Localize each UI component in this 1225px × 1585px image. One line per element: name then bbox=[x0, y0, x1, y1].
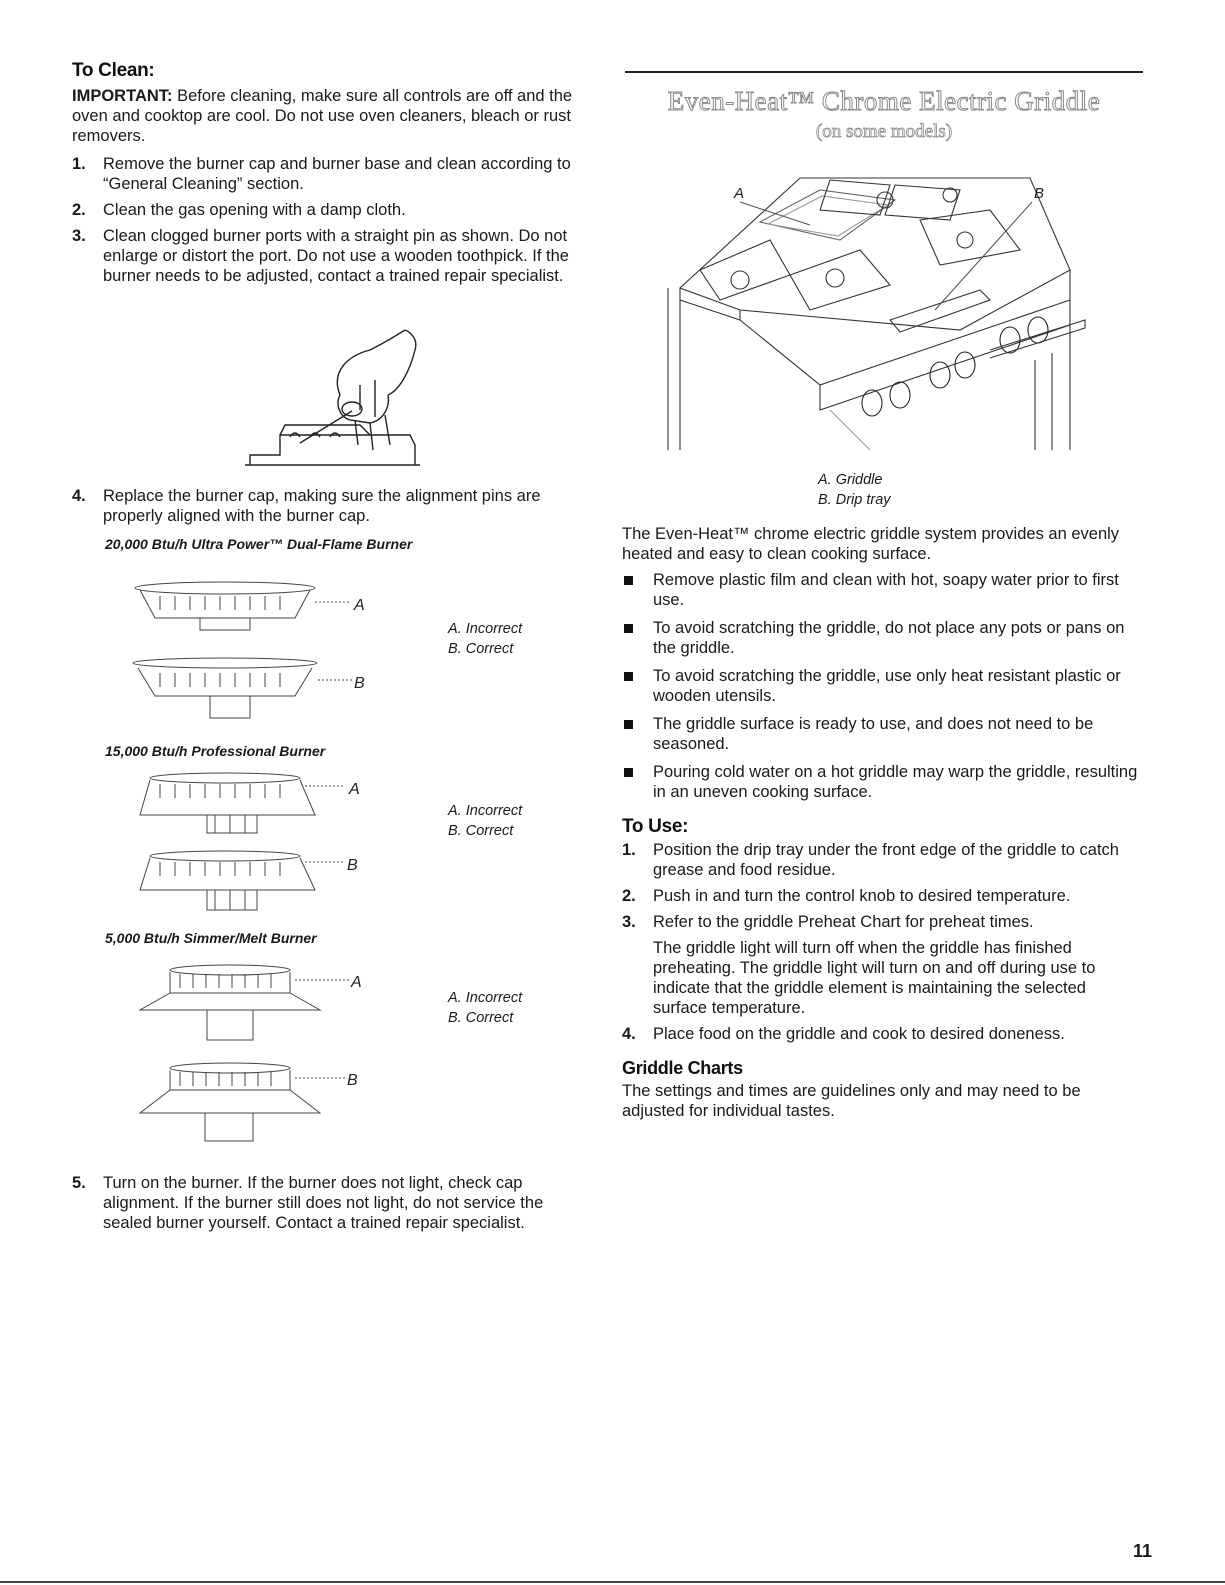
caption-a: A. Incorrect bbox=[448, 803, 523, 819]
griddle-bullets bbox=[622, 570, 1142, 802]
pin-cleaning-illustration bbox=[240, 325, 440, 470]
cleaning-section bbox=[72, 60, 592, 286]
important-note bbox=[72, 86, 592, 146]
label-a: A bbox=[349, 781, 360, 798]
step-text: Remove the burner cap and burner base and clean according to “General Cleaning” section. bbox=[103, 155, 571, 193]
range-griddle-illustration bbox=[660, 170, 1090, 455]
figure-label-b: B bbox=[1034, 185, 1045, 202]
burner-title: 5,000 Btu/h Simmer/Melt Burner bbox=[105, 930, 317, 946]
list-item bbox=[72, 1173, 592, 1233]
figure-label-a: A bbox=[734, 185, 745, 202]
step-number: 2. bbox=[622, 887, 636, 905]
step-number: 5. bbox=[72, 1174, 86, 1192]
cleaning-step-5 bbox=[72, 1173, 592, 1233]
griddle-caption-a: A. Griddle bbox=[818, 472, 883, 488]
label-b: B bbox=[347, 857, 358, 874]
step-number: 2. bbox=[72, 201, 86, 219]
bullet-text: To avoid scratching the griddle, use only heat resistant plastic or wooden utensils. bbox=[653, 667, 1121, 705]
simmer-melt-burner-diagram bbox=[135, 958, 375, 1148]
dual-flame-burner-diagram bbox=[130, 578, 380, 728]
bullet-square-icon bbox=[624, 624, 633, 633]
step-number: 3. bbox=[622, 913, 636, 931]
list-item bbox=[72, 200, 592, 220]
page-number: 11 bbox=[1132, 1541, 1152, 1561]
bullet-square-icon bbox=[624, 576, 633, 585]
step-5-block bbox=[72, 1173, 592, 1233]
bullet-text: To avoid scratching the griddle, do not place any pots or pans on the griddle. bbox=[653, 619, 1125, 657]
caption-a: A. Incorrect bbox=[448, 990, 523, 1006]
preheat-note: The griddle light will turn off when the griddle has finished preheating. The griddle light will turn on and off during use to indicate that the griddle element is maintaining the selected surface temperature. bbox=[653, 939, 1096, 1017]
list-item bbox=[72, 226, 592, 286]
griddle-caption-b: B. Drip tray bbox=[818, 492, 891, 508]
list-item bbox=[622, 714, 1142, 754]
cleaning-steps-1-3 bbox=[72, 154, 592, 286]
burner-title: 15,000 Btu/h Professional Burner bbox=[105, 743, 326, 759]
step-text: Refer to the griddle Preheat Chart for preheat times. bbox=[653, 913, 1034, 931]
step-number: 1. bbox=[622, 841, 636, 859]
griddle-subtitle: (on some models) bbox=[815, 121, 953, 142]
list-item bbox=[72, 486, 592, 526]
professional-burner-diagram bbox=[135, 770, 375, 915]
label-b: B bbox=[354, 675, 365, 692]
step-text: Place food on the griddle and cook to desired doneness. bbox=[653, 1025, 1065, 1043]
label-a: A bbox=[351, 974, 362, 991]
griddle-body bbox=[622, 524, 1142, 1121]
step-number: 4. bbox=[622, 1025, 636, 1043]
griddle-title: Even-Heat™ Chrome Electric Griddle bbox=[667, 86, 1101, 116]
important-text: Before cleaning, make sure all controls are off and the oven and cooktop are cool. Do not use oven cleaners, bleach or rust removers. bbox=[72, 87, 573, 145]
bottom-rule bbox=[0, 1581, 1225, 1583]
list-item bbox=[622, 840, 1142, 880]
to-use-heading: To Use: bbox=[622, 816, 689, 837]
list-item bbox=[72, 154, 592, 194]
step-text: Clean the gas opening with a damp cloth. bbox=[103, 201, 406, 219]
bullet-square-icon bbox=[624, 768, 633, 777]
bullet-square-icon bbox=[624, 672, 633, 681]
list-item bbox=[622, 886, 1142, 906]
caption-b: B. Correct bbox=[448, 1010, 514, 1026]
caption-b: B. Correct bbox=[448, 823, 514, 839]
list-item bbox=[622, 570, 1142, 610]
label-a: A bbox=[354, 597, 365, 614]
step-text: Push in and turn the control knob to desired temperature. bbox=[653, 887, 1071, 905]
step-text: Position the drip tray under the front edge of the griddle to catch grease and food residue. bbox=[653, 841, 1119, 879]
list-item bbox=[622, 1024, 1142, 1044]
burner-title: 20,000 Btu/h Ultra Power™ Dual-Flame Burner bbox=[105, 536, 413, 552]
important-label: IMPORTANT: bbox=[72, 87, 173, 105]
bullet-text: The griddle surface is ready to use, and does not need to be seasoned. bbox=[653, 715, 1094, 753]
label-b: B bbox=[347, 1072, 358, 1089]
griddle-intro: The Even-Heat™ chrome electric griddle system provides an evenly heated and easy to clean cooking surface. bbox=[622, 525, 1120, 563]
bullet-text: Pouring cold water on a hot griddle may warp the griddle, resulting in an uneven cooking surface. bbox=[653, 763, 1138, 801]
step-number: 1. bbox=[72, 155, 86, 173]
griddle-use-steps bbox=[622, 840, 1142, 1044]
to-clean-heading: To Clean: bbox=[72, 60, 155, 81]
step-4-block bbox=[72, 486, 592, 526]
list-item bbox=[622, 666, 1142, 706]
list-item bbox=[622, 618, 1142, 658]
bullet-square-icon bbox=[624, 720, 633, 729]
list-item bbox=[622, 762, 1142, 802]
cleaning-step-4 bbox=[72, 486, 592, 526]
list-item bbox=[622, 912, 1142, 1018]
bullet-text: Remove plastic film and clean with hot, soapy water prior to first use. bbox=[653, 571, 1119, 609]
step-number: 4. bbox=[72, 487, 86, 505]
step-text: Clean clogged burner ports with a straight pin as shown. Do not enlarge or distort the port. Do not use a wooden toothpick. If the burner needs to be adjusted, contact a trained repair specialist. bbox=[103, 227, 569, 285]
step-number: 3. bbox=[72, 227, 86, 245]
griddle-charts-heading: Griddle Charts bbox=[622, 1058, 743, 1078]
step-text: Turn on the burner. If the burner does not light, check cap alignment. If the burner still does not light, do not service the sealed burner yourself. Contact a trained repair specialist. bbox=[103, 1174, 544, 1232]
caption-a: A. Incorrect bbox=[448, 621, 523, 637]
section-divider bbox=[625, 71, 1143, 73]
step-text: Replace the burner cap, making sure the alignment pins are properly aligned with the burner cap. bbox=[103, 487, 541, 525]
griddle-charts-text: The settings and times are guidelines only and may need to be adjusted for individual tastes. bbox=[622, 1082, 1081, 1120]
caption-b: B. Correct bbox=[448, 641, 514, 657]
